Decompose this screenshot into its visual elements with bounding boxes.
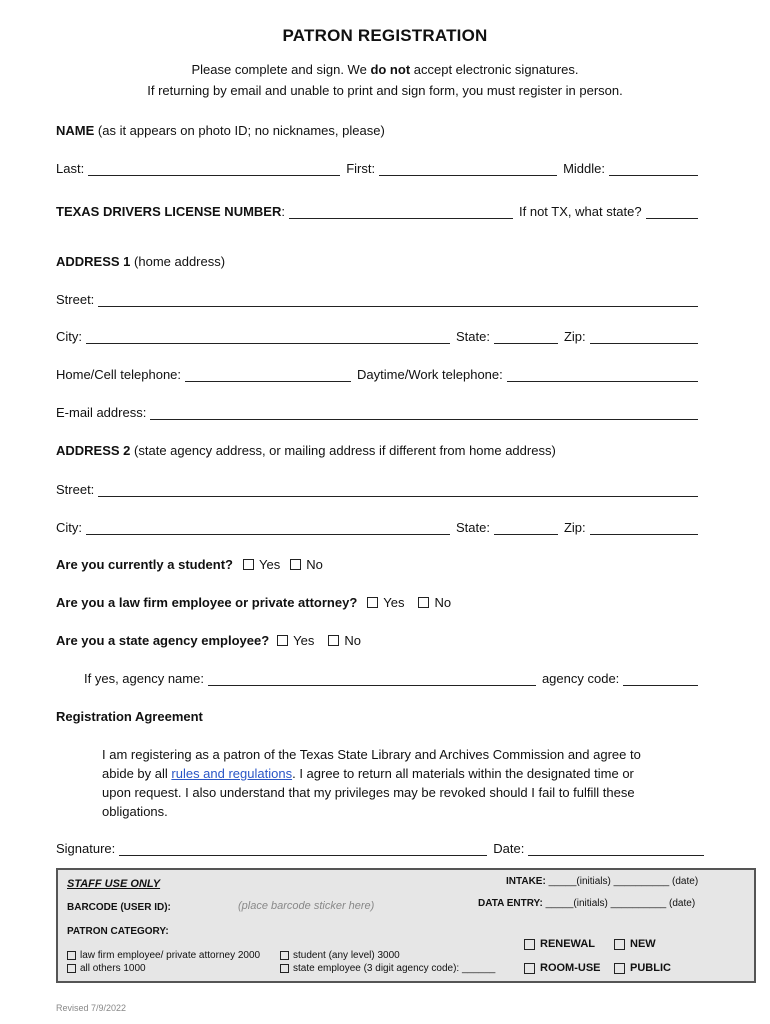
public-label: PUBLIC (630, 962, 671, 974)
work-phone-field[interactable] (507, 367, 698, 382)
name-heading: NAME (56, 123, 95, 138)
not-tx-label: If not TX, what state? (519, 204, 642, 219)
agency-name-label: If yes, agency name: (84, 671, 204, 686)
agency-code-label: agency code: (541, 671, 620, 686)
agreement-heading-row (56, 706, 698, 724)
address2-city-field[interactable] (86, 520, 450, 535)
middle-name-field[interactable] (609, 161, 698, 176)
last-name-label: Last: (56, 161, 85, 176)
instruction-text: accept electronic signatures. (410, 62, 579, 77)
public-option (614, 962, 671, 974)
street-label: Street: (56, 482, 95, 497)
license-label: TEXAS DRIVERS LICENSE NUMBER (56, 204, 282, 219)
lawfirm-question-row (56, 592, 698, 610)
home-phone-field[interactable] (185, 367, 351, 382)
email-row (56, 402, 698, 420)
intake-line (506, 876, 698, 887)
work-phone-label: Daytime/Work telephone: (357, 367, 503, 382)
zip-label: Zip: (563, 520, 586, 535)
signature-row (56, 838, 704, 856)
home-phone-label: Home/Cell telephone: (56, 367, 182, 382)
barcode-hint: (place barcode sticker here) (238, 900, 375, 912)
state-employee-checkbox[interactable] (280, 964, 289, 973)
date-label: Date: (493, 841, 525, 856)
law-checkbox[interactable] (67, 951, 76, 960)
address1-heading-row (56, 251, 698, 269)
new-label: NEW (630, 938, 656, 950)
name-note: (as it appears on photo ID; no nicknames, please) (94, 123, 385, 138)
address1-note: (home address) (130, 254, 226, 269)
lawfirm-no-checkbox[interactable] (418, 597, 429, 608)
agency-name-field[interactable] (208, 671, 536, 686)
data-entry-line (478, 898, 695, 909)
agency-name-row (84, 668, 698, 686)
yes-label: Yes (383, 595, 405, 610)
address1-city-row (56, 326, 698, 344)
address2-zip-field[interactable] (590, 520, 698, 535)
address2-street-field[interactable] (98, 482, 698, 497)
student-question-row (56, 554, 698, 572)
renewal-checkbox[interactable] (524, 939, 535, 950)
yes-label: Yes (293, 633, 315, 648)
student-option-label: student (any level) 3000 (293, 950, 400, 961)
new-option (614, 938, 656, 950)
state-label: State: (456, 520, 490, 535)
rules-link[interactable]: rules and regulations (171, 766, 293, 781)
intake-fill: _____(initials) __________ (date) (548, 876, 699, 887)
email-label: E-mail address: (56, 405, 147, 420)
data-entry-label: DATA ENTRY: (478, 898, 543, 909)
agency-code-field[interactable] (623, 671, 698, 686)
agency-yes-checkbox[interactable] (277, 635, 288, 646)
zip-label: Zip: (563, 329, 586, 344)
name-heading-row (56, 120, 698, 138)
room-use-checkbox[interactable] (524, 963, 535, 974)
signature-field[interactable] (119, 841, 487, 856)
yes-label: Yes (258, 557, 281, 572)
address1-heading: ADDRESS 1 (56, 254, 131, 269)
date-field[interactable] (528, 841, 704, 856)
address2-note: (state agency address, or mailing address if different from home address) (130, 443, 556, 458)
address1-zip-field[interactable] (590, 329, 698, 344)
staff-use-box (56, 868, 756, 983)
state-label: State: (456, 329, 490, 344)
middle-name-label: Middle: (563, 161, 605, 176)
address1-street-row (56, 289, 698, 307)
agency-question: Are you a state agency employee? (56, 633, 270, 648)
license-number-field[interactable] (289, 204, 513, 219)
agency-question-row (56, 630, 698, 648)
signature-label: Signature: (56, 841, 116, 856)
state-option-label: state employee (3 digit agency code): ______ (293, 963, 496, 974)
agreement-text-part: . I agree to return all materials within the designated time or upon request. I also understand that my privileges may be revoked should I fail to fulfill these obligations. (102, 766, 635, 819)
lawfirm-yes-checkbox[interactable] (367, 597, 378, 608)
first-name-field[interactable] (379, 161, 557, 176)
public-checkbox[interactable] (614, 963, 625, 974)
agreement-text-part: I am registering as a patron of the Texas State Library and Archives Commission and agree to abide by all (102, 747, 641, 781)
room-use-label: ROOM-USE (540, 962, 601, 974)
student-question: Are you currently a student? (56, 557, 233, 572)
page-title: PATRON REGISTRATION (282, 26, 488, 45)
student-yes-checkbox[interactable] (243, 559, 254, 570)
no-label: No (434, 595, 452, 610)
category-law (67, 950, 260, 961)
license-state-field[interactable] (646, 204, 698, 219)
category-state (280, 963, 495, 974)
no-label: No (344, 633, 361, 648)
license-colon: : (281, 204, 285, 219)
phone-row (56, 364, 698, 382)
all-others-checkbox[interactable] (67, 964, 76, 973)
address1-street-field[interactable] (98, 292, 698, 307)
all-others-label: all others 1000 (80, 963, 146, 974)
agreement-heading: Registration Agreement (56, 709, 203, 724)
barcode-label: BARCODE (USER ID): (67, 902, 171, 913)
staff-heading: STAFF USE ONLY (67, 878, 161, 890)
revision-note: Revised 7/9/2022 (56, 1003, 127, 1013)
instruction-line-2: If returning by email and unable to print and sign form, you must register in person. (147, 83, 623, 98)
new-checkbox[interactable] (614, 939, 625, 950)
data-entry-fill: _____(initials) __________ (date) (545, 898, 696, 909)
instruction-line-1 (0, 62, 770, 77)
category-student (280, 950, 400, 961)
no-label: No (306, 557, 323, 572)
agency-no-checkbox[interactable] (328, 635, 339, 646)
address1-city-field[interactable] (86, 329, 450, 344)
address2-heading-row (56, 440, 698, 458)
license-row (56, 201, 698, 219)
renewal-option (524, 938, 595, 950)
city-label: City: (56, 520, 82, 535)
instruction-emphasis: do not (370, 62, 411, 77)
room-use-option (524, 962, 601, 974)
category-all (67, 963, 146, 974)
address2-heading: ADDRESS 2 (56, 443, 131, 458)
address1-state-field[interactable] (494, 329, 558, 344)
student-no-checkbox[interactable] (290, 559, 301, 570)
lawfirm-question: Are you a law firm employee or private attorney? (56, 595, 358, 610)
street-label: Street: (56, 292, 95, 307)
email-field[interactable] (150, 405, 698, 420)
student-checkbox[interactable] (280, 951, 289, 960)
renewal-label: RENEWAL (540, 938, 595, 950)
address2-street-row (56, 479, 698, 497)
intake-label: INTAKE: (506, 876, 546, 887)
agreement-text (102, 745, 662, 821)
city-label: City: (56, 329, 82, 344)
address2-state-field[interactable] (494, 520, 558, 535)
last-name-field[interactable] (88, 161, 340, 176)
address2-city-row (56, 517, 698, 535)
name-fields-row (56, 158, 698, 176)
first-name-label: First: (346, 161, 376, 176)
law-option-label: law firm employee/ private attorney 2000 (80, 950, 261, 961)
instruction-text: Please complete and sign. We (191, 62, 371, 77)
category-label: PATRON CATEGORY: (67, 926, 169, 937)
